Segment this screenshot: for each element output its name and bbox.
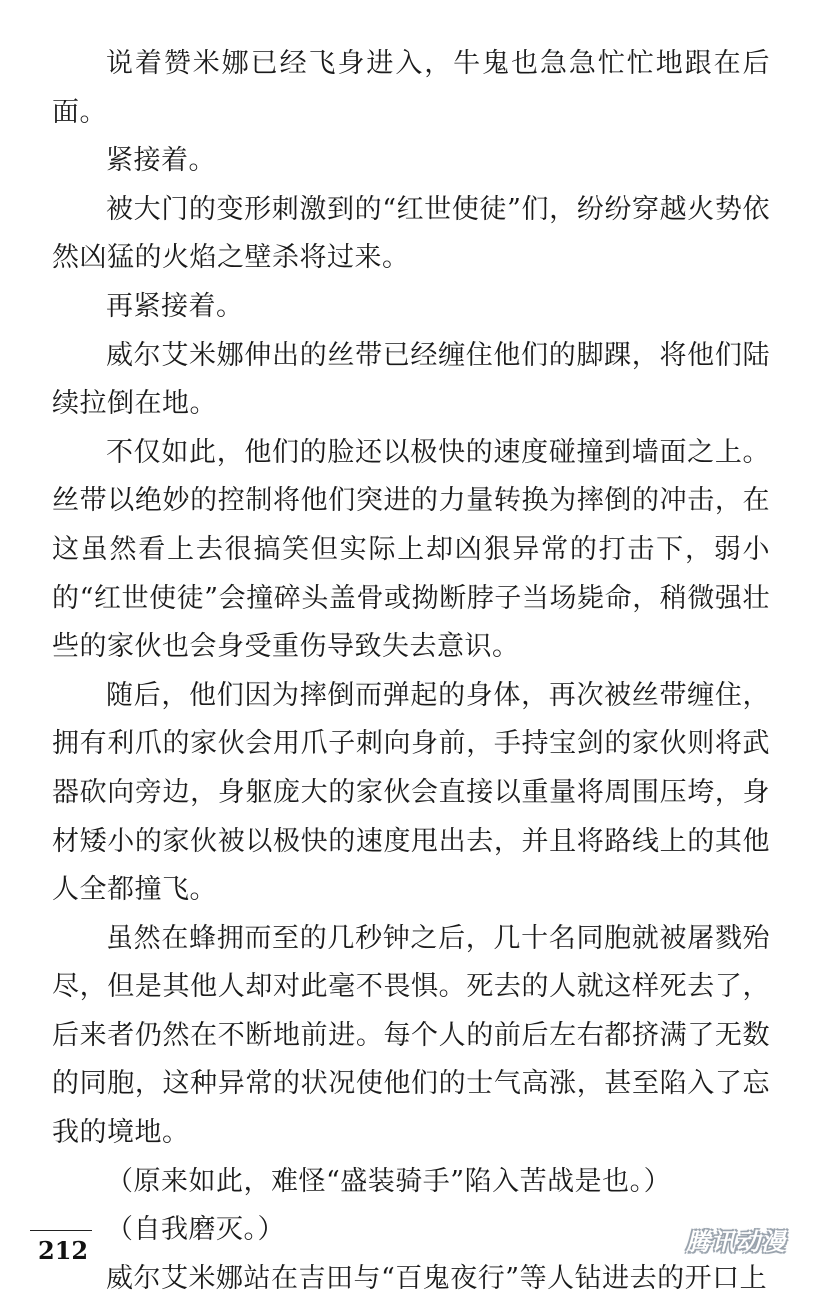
page-number: 212 bbox=[38, 1236, 89, 1265]
paragraph-5: 威尔艾米娜伸出的丝带已经缠住他们的脚踝，将他们陆续拉倒在地。 bbox=[52, 339, 770, 420]
paragraph-4: 再紧接着。 bbox=[106, 290, 244, 322]
watermark-logo: 腾讯动漫 bbox=[686, 1228, 786, 1256]
paragraph-11: 威尔艾米娜站在吉田与“百鬼夜行”等人钻进去的开口上 bbox=[106, 1262, 768, 1294]
paragraph-1: 说着赞米娜已经飞身进入，牛鬼也急急忙忙地跟在后面。 bbox=[52, 48, 770, 128]
paragraph-6: 不仅如此，他们的脸还以极快的速度碰撞到墙面之上。丝带以绝妙的控制将他们突进的力量转换为摔倒的冲击，在这虽然看上去很搞笑但实际上却凶狠异常的打击下，弱小的“红世使徒”会撞碎头盖骨或拗断脖子当场毙命，稍微强壮些的家伙也会身受重伤导致失去意识。 bbox=[52, 436, 770, 663]
body-text bbox=[52, 40, 770, 1303]
paragraph-3: 被大门的变形刺激到的“红世使徒”们，纷纷穿越火势依然凶猛的火焰之壁杀将过来。 bbox=[52, 193, 770, 274]
paragraph-8: 虽然在蜂拥而至的几秒钟之后，几十名同胞就被屠戮殆尽，但是其他人却对此毫不畏惧。死去的人就这样死去了，后来者仍然在不断地前进。每个人的前后左右都挤满了无数的同胞，这种异常的状况使他们的士气高涨，甚至陷入了忘我的境地。 bbox=[52, 922, 770, 1149]
paragraph-7: 随后，他们因为摔倒而弹起的身体，再次被丝带缠住，拥有利爪的家伙会用爪子刺向身前，手持宝剑的家伙则将武器砍向旁边，身躯庞大的家伙会直接以重量将周围压垮，身材矮小的家伙被以极快的速度甩出去，并且将路线上的其他人全都撞飞。 bbox=[52, 679, 770, 906]
paragraph-9: （原来如此，难怪“盛装骑手”陷入苦战是也。） bbox=[106, 1165, 672, 1197]
paragraph-2: 紧接着。 bbox=[106, 145, 216, 177]
paragraph-10: （自我磨灭。） bbox=[106, 1214, 285, 1246]
footer-rule bbox=[30, 1230, 92, 1231]
